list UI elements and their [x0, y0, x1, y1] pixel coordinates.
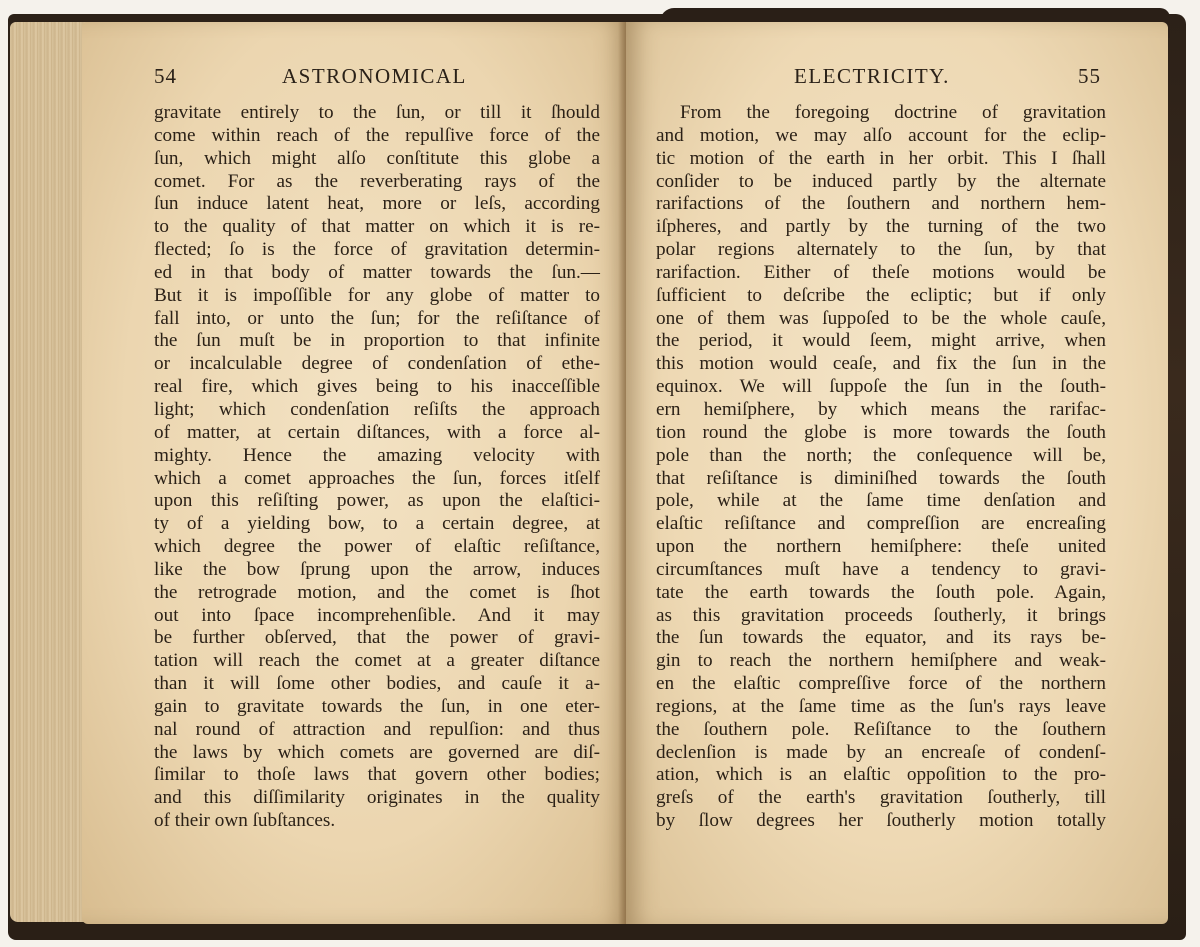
text-line: one of them was ſuppoſed to be the whole cauſe,	[656, 307, 1106, 329]
text-line: regions, at the ſame time as the ſun's rays leave	[656, 695, 1106, 717]
text-line: real fire, which gives being to his inacceſſible	[154, 376, 600, 398]
text-line: en the elaſtic compreſſive force of the northern	[656, 673, 1106, 695]
text-line: iſpheres, and partly by the turning of the two	[656, 216, 1106, 238]
text-line: gravitate entirely to the ſun, or till it ſhould	[154, 102, 600, 123]
text-line: flected; ſo is the force of gravitation determin-	[154, 239, 600, 261]
text-line: comet. For as the reverberating rays of the	[154, 170, 600, 192]
text-line: From the foregoing doctrine of gravitation	[680, 102, 1106, 123]
text-line: as this gravitation proceeds ſoutherly, it brings	[656, 604, 1106, 626]
text-line: that reſiſtance is diminiſhed towards the ſouth	[656, 467, 1106, 489]
text-line: ern hemiſphere, by which means the rarifac-	[656, 398, 1106, 420]
text-line: ſufficient to deſcribe the ecliptic; but if only	[656, 284, 1106, 306]
text-line: or incalculable degree of condenſation of ethe-	[154, 353, 600, 375]
text-line: come within reach of the repulſive force of the	[154, 124, 600, 146]
text-line: circumſtances muſt have a tendency to gravi-	[656, 558, 1106, 580]
text-line: the retrograde motion, and the comet is ſhot	[154, 581, 600, 603]
text-line: ſimilar to thoſe laws that govern other bodies;	[154, 764, 600, 786]
text-line: this motion would ceaſe, and fix the ſun in the	[656, 353, 1106, 375]
text-line: to the quality of that matter on which it is re-	[154, 216, 600, 238]
text-line: which a comet approaches the ſun, forces itſelf	[154, 467, 600, 489]
text-line: polar regions alternately to the ſun, by that	[656, 239, 1106, 261]
text-line: tion round the globe is more towards the ſouth	[656, 421, 1106, 443]
text-line: mighty. Hence the amazing velocity with	[154, 444, 600, 466]
text-line: conſider to be induced partly by the alternate	[656, 170, 1106, 192]
text-line: ſun, which might alſo conſtitute this globe a	[154, 147, 600, 169]
text-line: tation will reach the comet at a greater diſtance	[154, 650, 600, 672]
text-line: upon this reſiſting power, as upon the elaſtici-	[154, 490, 600, 512]
text-line: ſun induce latent heat, more or leſs, according	[154, 193, 600, 215]
text-line: pole, while at the ſame time denſation and	[656, 490, 1106, 512]
text-line: greſs of the earth's gravitation ſoutherly, till	[656, 787, 1106, 809]
text-line: rarifactions of the ſouthern and northern hem-	[656, 193, 1106, 215]
text-line: tate the earth towards the ſouth pole. Again,	[656, 581, 1106, 603]
right-page-text	[656, 102, 1106, 833]
text-line: ed in that body of matter towards the ſun.—	[154, 261, 600, 283]
text-line: than it will ſome other bodies, and cauſe it a-	[154, 673, 600, 695]
page-edges	[10, 22, 90, 922]
text-line: like the bow ſprung upon the arrow, induces	[154, 558, 600, 580]
text-line: be further obſerved, that the power of gravi-	[154, 627, 600, 649]
text-line: which degree the power of elaſtic reſiſtance,	[154, 536, 600, 558]
right-page-number: 55	[1078, 64, 1101, 88]
text-line: pole than the north; the conſequence will be,	[656, 444, 1106, 466]
text-line: nal round of attraction and repulſion: and thus	[154, 718, 600, 740]
text-line: of their own ſubſtances.	[154, 810, 336, 832]
text-line: the period, it would ſeem, might arrive, when	[656, 330, 1106, 352]
text-line: gin to reach the northern hemiſphere and weak-	[656, 650, 1106, 672]
right-running-head: ELECTRICITY.	[794, 64, 950, 88]
text-line: the laws by which comets are governed are diſ-	[154, 741, 600, 763]
text-line: light; which condenſation reſiſts the approach	[154, 398, 600, 420]
left-page-text	[154, 102, 600, 833]
left-page-number: 54	[154, 64, 177, 88]
text-line: ty of a yielding bow, to a certain degree, at	[154, 513, 600, 535]
right-page	[626, 22, 1168, 924]
text-line: equinox. We will ſuppoſe the ſun in the ſouth-	[656, 376, 1106, 398]
text-line: upon the northern hemiſphere: theſe united	[656, 536, 1106, 558]
text-line: declenſion is made by an encreaſe of condenſ-	[656, 741, 1106, 763]
text-line: rarifaction. Either of theſe motions would be	[656, 261, 1106, 283]
text-line: gain to gravitate towards the ſun, in one eter-	[154, 695, 600, 717]
text-line: elaſtic reſiſtance and compreſſion are encreaſing	[656, 513, 1106, 535]
text-line: by ſlow degrees her ſoutherly motion totally	[656, 810, 1106, 832]
text-line: of matter, at certain diſtances, with a force al-	[154, 421, 600, 443]
text-line: out into ſpace incomprehenſible. And it may	[154, 604, 600, 626]
text-line: and motion, we may alſo account for the eclip-	[656, 124, 1106, 146]
text-line: the ſouthern pole. Reſiſtance to the ſouthern	[656, 718, 1106, 740]
text-line: But it is impoſſible for any globe of matter to	[154, 284, 600, 306]
text-line: the ſun towards the equator, and its rays be-	[656, 627, 1106, 649]
text-line: ation, which is an elaſtic oppoſition to the pro-	[656, 764, 1106, 786]
left-page	[82, 22, 627, 924]
text-line: the ſun muſt be in proportion to that infinite	[154, 330, 600, 352]
text-line: fall into, or unto the ſun; for the reſiſtance of	[154, 307, 600, 329]
left-running-head: ASTRONOMICAL	[282, 64, 467, 88]
text-line: tic motion of the earth in her orbit. This I ſhall	[656, 147, 1106, 169]
text-line: and this diſſimilarity originates in the quality	[154, 787, 600, 809]
